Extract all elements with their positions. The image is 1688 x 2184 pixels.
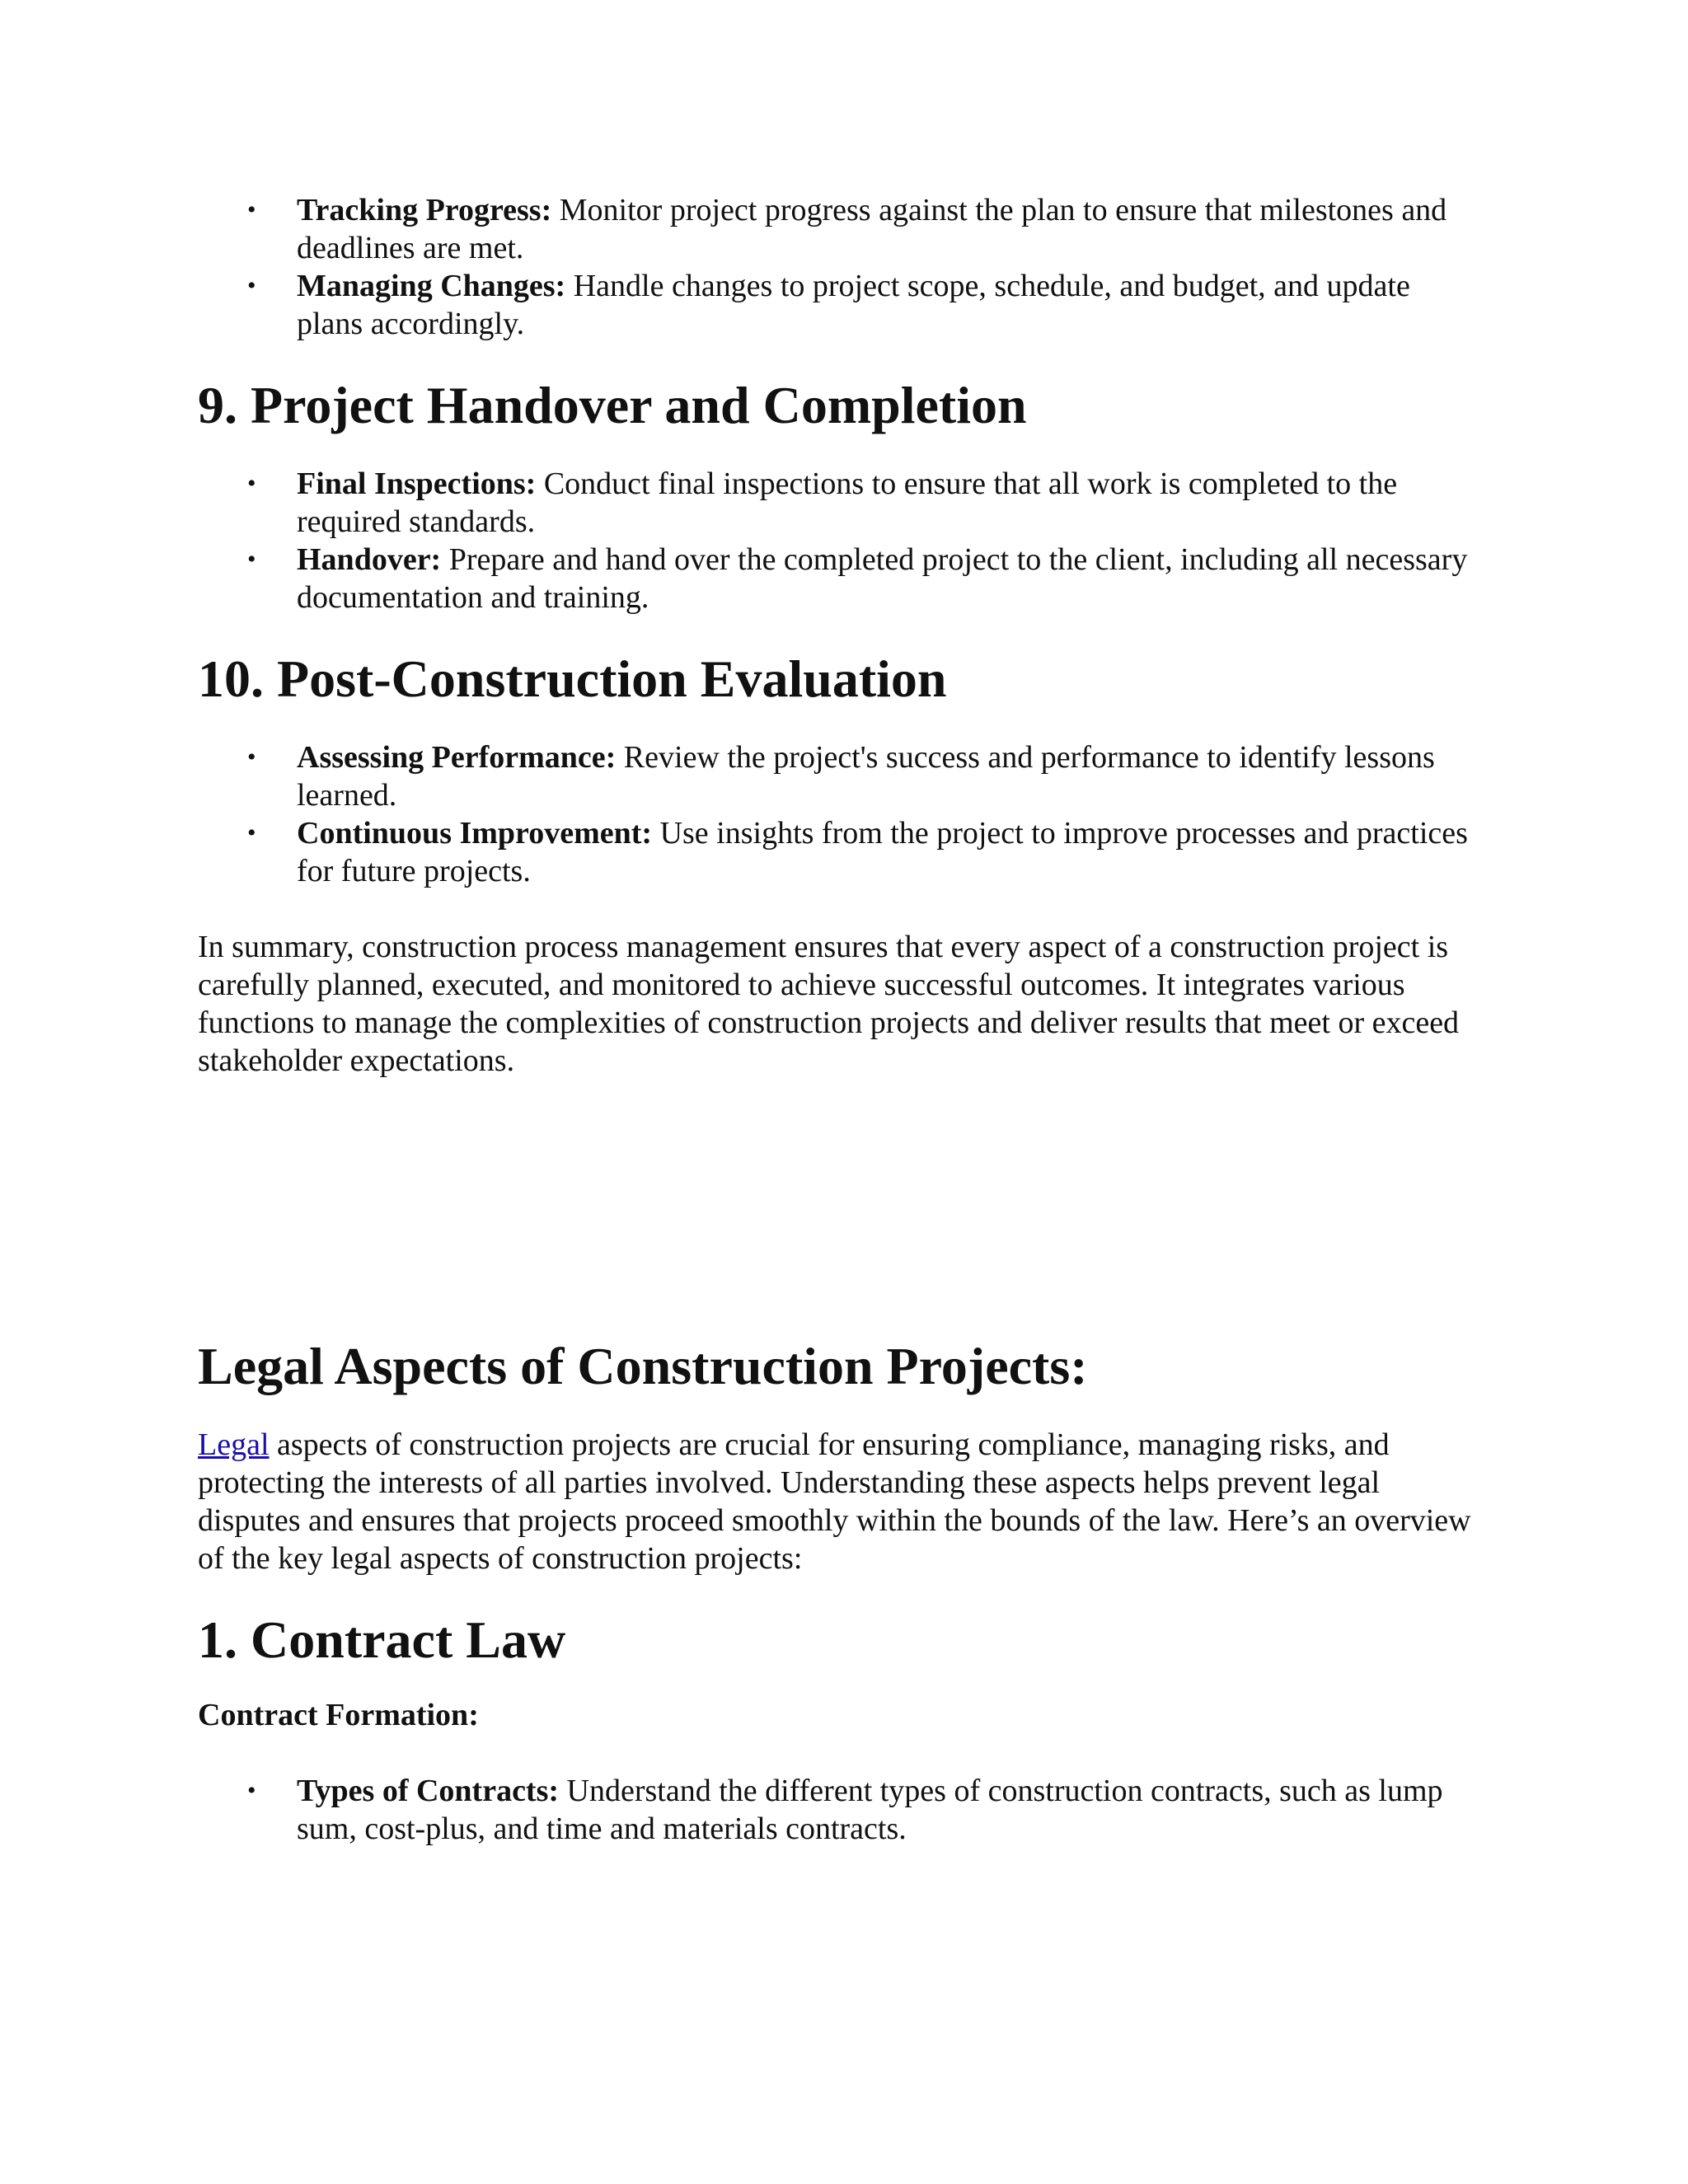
list-item xyxy=(198,267,1484,343)
item-text: Monitor project progress against the plan to ensure that milestones and deadlines are met. xyxy=(297,193,1447,265)
item-text: Prepare and hand over the completed project to the client, including all necessary documentation and training. xyxy=(297,542,1468,615)
item-text: Review the project's success and performance to identify lessons learned. xyxy=(297,740,1435,813)
contract-list xyxy=(198,1772,1484,1848)
list-item xyxy=(198,814,1484,890)
section-heading-legal: Legal Aspects of Construction Projects: xyxy=(198,1337,1088,1395)
document-page xyxy=(198,191,1484,1848)
summary-paragraph: In summary, construction process management ensures that every aspect of a construction project is carefully planned, executed, and monitored to achieve successful outcomes. It integrates various functions to manage the complexities of construction projects and deliver results that meet or exceed stakeholder expectations. xyxy=(198,930,1460,1078)
item-text: Handle changes to project scope, schedule, and budget, and update plans accordingly. xyxy=(297,269,1410,341)
item-term: Final Inspections: xyxy=(297,466,537,501)
bullet-icon: • xyxy=(247,819,256,846)
bullet-icon: • xyxy=(247,470,256,497)
legal-intro-text: aspects of construction projects are crucial for ensuring compliance, managing risks, and protecting the interests of all parties involved. Understanding these aspects helps prevent legal disputes and ensures that projects proceed smoothly within the bounds of the law. Here’s an overview of the key legal aspects of construction projects: xyxy=(198,1427,1471,1576)
item-term: Types of Contracts: xyxy=(297,1774,560,1808)
list-item xyxy=(198,1772,1484,1848)
item-text: Use insights from the project to improve processes and practices for future projects. xyxy=(297,816,1468,888)
evaluation-list xyxy=(198,738,1484,890)
list-item xyxy=(198,191,1484,267)
item-text: Conduct final inspections to ensure that all work is completed to the required standards. xyxy=(297,466,1398,539)
item-term: Managing Changes: xyxy=(297,269,566,303)
legal-intro-paragraph xyxy=(198,1426,1484,1577)
item-term: Assessing Performance: xyxy=(297,740,617,775)
list-item xyxy=(198,541,1484,616)
item-text: Understand the different types of construction contracts, such as lump sum, cost-plus, and time and materials contracts. xyxy=(297,1774,1443,1846)
bullet-icon: • xyxy=(247,1777,256,1804)
bullet-icon: • xyxy=(247,272,256,299)
section-heading-handover: 9. Project Handover and Completion xyxy=(198,376,1027,434)
list-item xyxy=(198,738,1484,814)
legal-link[interactable]: Legal xyxy=(198,1427,270,1462)
handover-list xyxy=(198,465,1484,616)
bullet-icon: • xyxy=(247,546,256,573)
subheading-contract-formation: Contract Formation: xyxy=(198,1698,479,1732)
item-term: Tracking Progress: xyxy=(297,193,552,227)
item-term: Continuous Improvement: xyxy=(297,816,653,851)
bullet-icon: • xyxy=(247,743,256,771)
section-heading-evaluation: 10. Post-Construction Evaluation xyxy=(198,649,947,708)
progress-list xyxy=(198,191,1484,343)
bullet-icon: • xyxy=(247,196,256,223)
section-heading-contract-law: 1. Contract Law xyxy=(198,1610,566,1669)
item-term: Handover: xyxy=(297,542,442,577)
list-item xyxy=(198,465,1484,541)
